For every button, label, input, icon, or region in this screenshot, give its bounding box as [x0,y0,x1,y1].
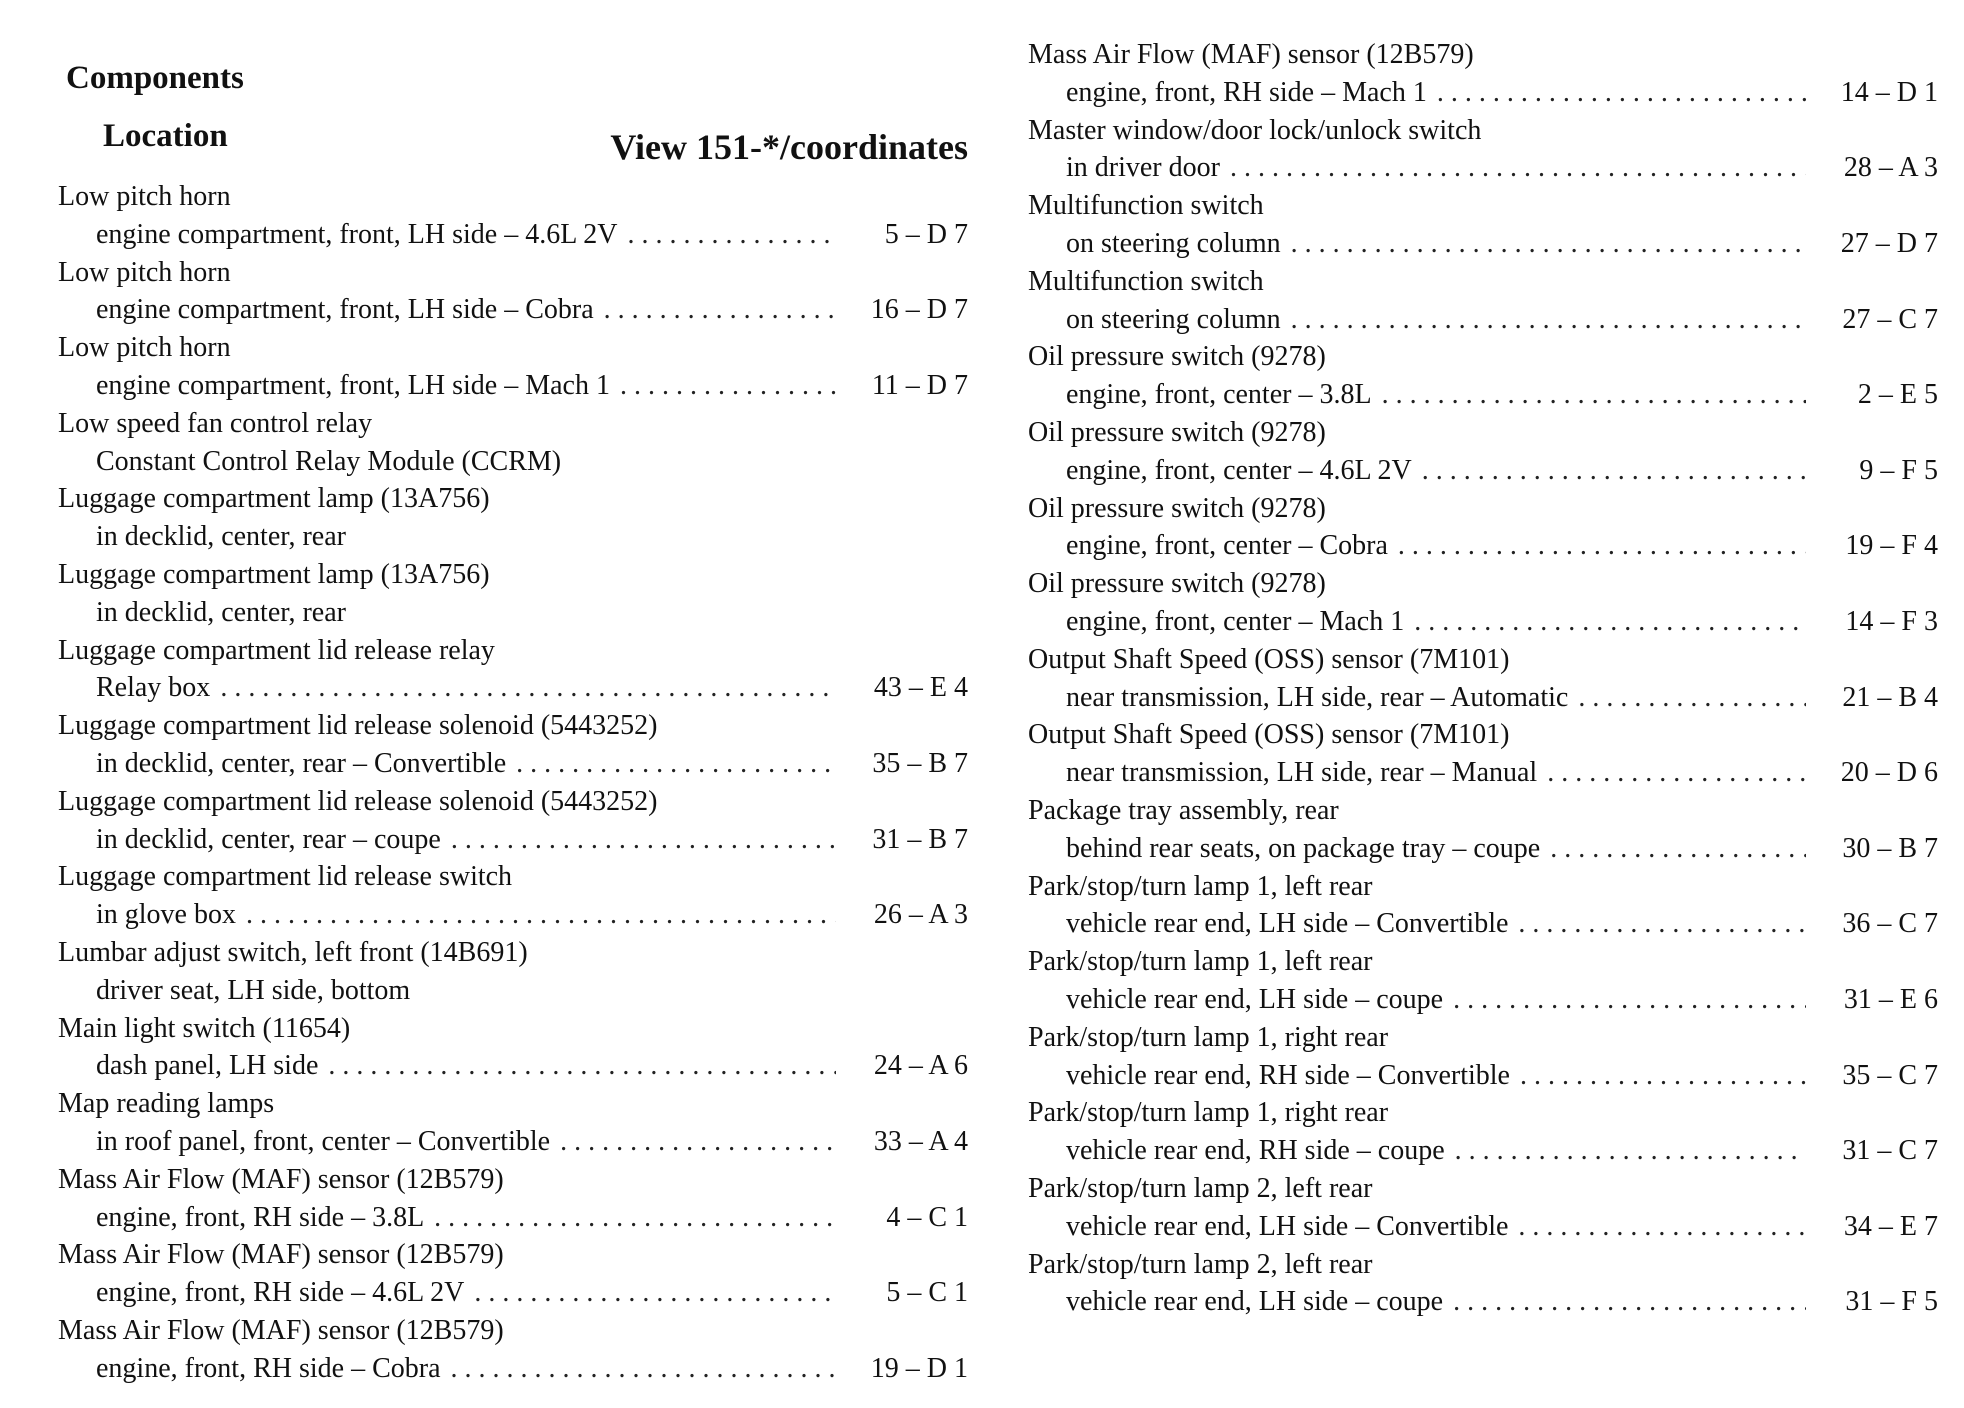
component-location-row [1018,1057,1938,1095]
component-location-row [1018,603,1938,641]
component-name: Mass Air Flow (MAF) sensor (12B579) [58,1314,504,1346]
view-coordinate: 14 – F 3 [1845,605,1938,637]
view-coordinate: 30 – B 7 [1842,832,1938,864]
component-name: Luggage compartment lamp (13A756) [58,483,490,515]
view-coordinate: 16 – D 7 [870,294,968,326]
dot-leader [1291,225,1806,263]
dot-leader [1382,376,1806,414]
view-coordinate: 21 – B 4 [1842,681,1938,713]
view-coordinate: 35 – C 7 [1842,1059,1938,1091]
dot-leader [451,1350,837,1388]
component-location: engine, front, center – Mach 1 [1066,605,1405,637]
view-coordinate: 31 – F 5 [1845,1286,1938,1318]
component-location-row [48,896,968,934]
component-name: Park/stop/turn lamp 2, left rear [1028,1248,1373,1280]
component-location-row [48,821,968,859]
dot-leader [560,1123,836,1161]
component-location-row [1018,754,1938,792]
view-coordinate: 43 – E 4 [873,672,968,704]
component-location-row [1018,679,1938,717]
dot-leader [628,216,837,254]
dot-leader [1453,1283,1806,1321]
component-location: engine, front, RH side – 4.6L 2V [96,1277,465,1309]
component-name: Oil pressure switch (9278) [1028,492,1326,524]
view-coordinate: 28 – A 3 [1843,152,1938,184]
component-name: Oil pressure switch (9278) [1028,568,1326,600]
component-location: vehicle rear end, LH side – Convertible [1066,908,1509,940]
view-coordinate: 31 – E 6 [1843,983,1938,1015]
component-name: Park/stop/turn lamp 1, right rear [1028,1097,1389,1129]
component-location-row [48,1274,968,1312]
component-name: Oil pressure switch (9278) [1028,416,1326,448]
dot-leader [474,1274,836,1312]
component-location-row [1018,527,1938,565]
component-location-row [1018,830,1938,868]
dot-leader [1547,754,1806,792]
component-location: vehicle rear end, RH side – coupe [1066,1135,1445,1167]
component-location: near transmission, LH side, rear – Manual [1066,757,1538,789]
component-location-row [48,291,968,329]
component-location: on steering column [1066,303,1281,335]
component-location: behind rear seats, on package tray – coupe [1066,832,1541,864]
component-location-row [48,1123,968,1161]
view-coordinate: 19 – F 4 [1845,530,1938,562]
view-coordinate: 33 – A 4 [873,1125,968,1157]
component-location: engine, front, RH side – Mach 1 [1066,76,1427,108]
dot-leader [1453,981,1806,1019]
component-location: engine, front, center – 4.6L 2V [1066,454,1412,486]
dot-leader [516,745,836,783]
component-name: Map reading lamps [58,1088,275,1120]
dot-leader [328,1047,836,1085]
location-heading: Location [103,118,228,154]
component-location-row [1018,376,1938,414]
component-location-row [48,745,968,783]
view-coordinate: 19 – D 1 [870,1352,968,1384]
dot-leader [1518,905,1806,943]
dot-leader [620,367,836,405]
component-location: driver seat, LH side, bottom [96,974,411,1006]
component-location: on steering column [1066,227,1281,259]
dot-leader [1578,679,1806,717]
dot-leader [451,821,836,859]
view-coordinate: 27 – D 7 [1840,227,1938,259]
component-location: engine compartment, front, LH side – 4.6L 2V [96,218,618,250]
dot-leader [1518,1208,1806,1246]
component-location: vehicle rear end, LH side – Convertible [1066,1210,1509,1242]
dot-leader [220,669,836,707]
component-name: Park/stop/turn lamp 1, right rear [1028,1021,1389,1053]
component-name: Mass Air Flow (MAF) sensor (12B579) [58,1163,504,1195]
component-name: Mass Air Flow (MAF) sensor (12B579) [58,1239,504,1271]
left-entry-list [48,178,968,1388]
component-name: Low pitch horn [58,181,231,212]
component-location-row [1018,74,1938,112]
component-location: engine, front, center – 3.8L [1066,379,1372,411]
dot-leader [1520,1057,1806,1095]
component-name: Multifunction switch [1028,190,1264,222]
dot-leader [1291,301,1806,339]
component-location: in roof panel, front, center – Convertible [96,1125,551,1157]
components-heading: Components [66,60,244,96]
component-location-row [1018,981,1938,1019]
component-location: Constant Control Relay Module (CCRM) [96,445,562,477]
component-name: Luggage compartment lid release relay [58,634,495,666]
component-location-row [48,443,968,481]
component-location-row [48,972,968,1010]
view-coordinate: 34 – E 7 [1843,1210,1938,1242]
view-coordinate: 31 – B 7 [872,823,968,855]
dot-leader [1414,603,1806,641]
right-entry-list [1018,36,1938,1321]
dot-leader [604,291,836,329]
component-name: Master window/door lock/unlock switch [1028,114,1482,146]
component-name: Output Shaft Speed (OSS) sensor (7M101) [1028,643,1510,675]
component-name: Package tray assembly, rear [1028,794,1339,826]
component-name: Low pitch horn [58,332,231,364]
view-coordinate: 27 – C 7 [1842,303,1938,335]
view-coordinate: 5 – C 1 [886,1277,968,1309]
view-coordinate: 9 – F 5 [1859,454,1938,486]
component-name: Low pitch horn [58,256,231,288]
component-location: in decklid, center, rear – coupe [96,823,441,855]
dot-leader [1230,149,1806,187]
component-location: engine, front, RH side – Cobra [96,1352,441,1384]
component-location-row [1018,1132,1938,1170]
component-location: engine, front, center – Cobra [1066,530,1388,562]
component-location: dash panel, LH side [96,1050,319,1082]
component-location: in decklid, center, rear – Convertible [96,747,507,779]
component-name: Output Shaft Speed (OSS) sensor (7M101) [1028,719,1510,751]
component-location-row [1018,905,1938,943]
component-name: Park/stop/turn lamp 1, left rear [1028,870,1373,902]
component-name: Oil pressure switch (9278) [1028,341,1326,373]
component-name: Low speed fan control relay [58,407,373,439]
component-name: Main light switch (11654) [58,1012,351,1044]
component-name: Park/stop/turn lamp 2, left rear [1028,1172,1373,1204]
component-location-row [48,669,968,707]
component-location-row [1018,1283,1938,1321]
component-location: Relay box [96,672,211,704]
component-location-row [48,1350,968,1388]
component-name: Mass Air Flow (MAF) sensor (12B579) [1028,39,1474,70]
dot-leader [1422,452,1806,490]
component-location: vehicle rear end, LH side – coupe [1066,1286,1444,1318]
component-location: in decklid, center, rear [96,521,346,553]
component-location-row [1018,452,1938,490]
component-name: Park/stop/turn lamp 1, left rear [1028,946,1373,978]
component-location-row [48,518,968,556]
view-coordinate: 11 – D 7 [871,369,968,401]
view-coordinate: 2 – E 5 [1857,379,1938,411]
component-location: engine, front, RH side – 3.8L [96,1201,425,1233]
component-name: Multifunction switch [1028,265,1264,297]
dot-leader [434,1199,836,1237]
component-name: Luggage compartment lamp (13A756) [58,558,490,590]
view-coordinate: 4 – C 1 [886,1201,968,1233]
component-location: engine compartment, front, LH side – Cobra [96,294,594,326]
component-location-row [48,367,968,405]
view-coordinate: 36 – C 7 [1842,908,1938,940]
component-location-row [48,594,968,632]
dot-leader [1455,1132,1806,1170]
component-location: near transmission, LH side, rear – Automatic [1066,681,1569,713]
component-name: Luggage compartment lid release switch [58,861,513,893]
component-name: Lumbar adjust switch, left front (14B691) [58,936,528,968]
dot-leader [1398,527,1806,565]
view-coordinate: 24 – A 6 [873,1050,968,1082]
component-location-row [1018,149,1938,187]
view-coordinate: 26 – A 3 [873,899,968,931]
dot-leader [1437,74,1806,112]
component-location-row [1018,225,1938,263]
component-location: in driver door [1066,152,1220,184]
component-location-row [1018,1208,1938,1246]
dot-leader [246,896,836,934]
component-location: in decklid, center, rear [96,596,346,628]
component-location-row [1018,301,1938,339]
view-coordinates-heading: View 151-*/coordinates [610,127,968,167]
component-location: vehicle rear end, RH side – Convertible [1066,1059,1510,1091]
component-location: engine compartment, front, LH side – Mach 1 [96,369,610,401]
view-coordinate: 5 – D 7 [884,218,968,250]
component-location: in glove box [96,899,236,931]
component-location-row [48,1047,968,1085]
view-coordinate: 20 – D 6 [1840,757,1938,789]
view-coordinate: 14 – D 1 [1840,76,1938,108]
component-location: vehicle rear end, LH side – coupe [1066,983,1444,1015]
view-coordinate: 31 – C 7 [1842,1135,1938,1167]
dot-leader [1550,830,1806,868]
component-location-row [48,1199,968,1237]
component-name: Luggage compartment lid release solenoid (5443252) [58,785,658,817]
component-location-row [48,216,968,254]
component-name: Luggage compartment lid release solenoid (5443252) [58,710,658,742]
view-coordinate: 35 – B 7 [872,747,968,779]
